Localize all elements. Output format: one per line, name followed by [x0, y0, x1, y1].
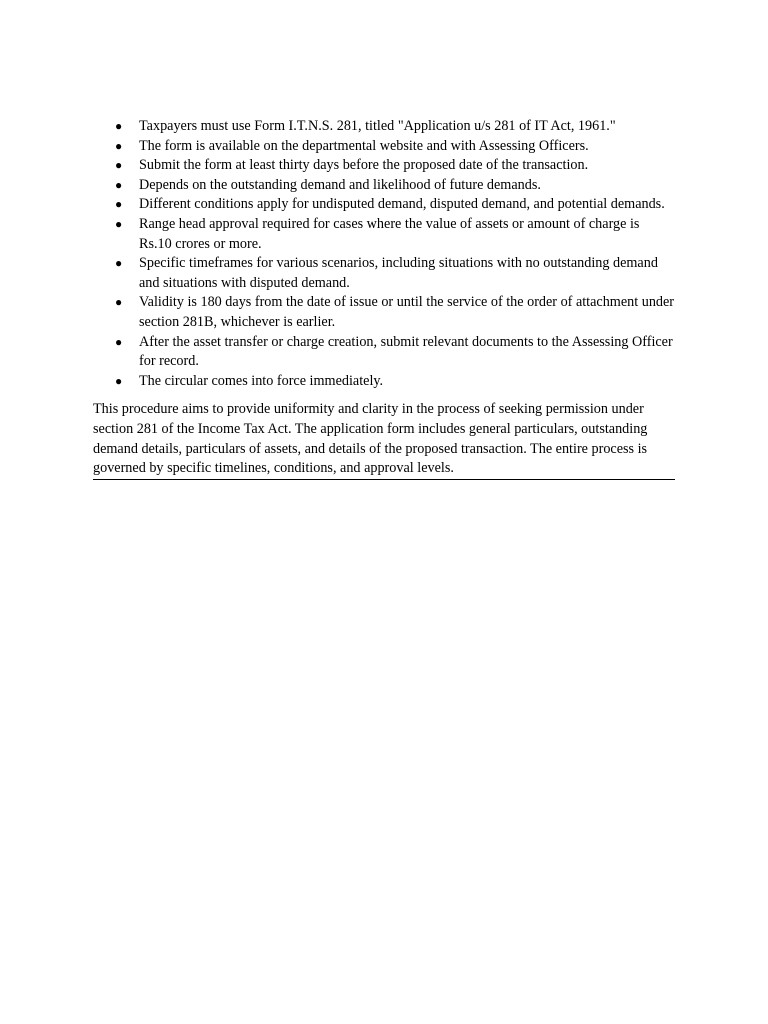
list-item — [93, 195, 675, 215]
bullet-icon: ● — [115, 138, 123, 153]
bullet-icon: ● — [115, 119, 123, 133]
list-item — [93, 137, 675, 157]
list-item — [93, 117, 675, 137]
summary-paragraph: This procedure aims to provide uniformity and clarity in the process of seeking permission under section 281 of the Income Tax Act. The application form includes general particulars, outstanding demand details, particulars of assets, and details of the proposed transaction. The entire process is governed by specific timelines, conditions, and approval levels. — [93, 400, 675, 479]
bullet-icon: ● — [115, 373, 123, 388]
list-item-text: Specific timeframes for various scenarios, including situations with no outstanding demand and situations with disputed demand. — [139, 255, 658, 291]
list-item — [93, 372, 675, 392]
document-page — [93, 117, 675, 480]
list-item-text: Validity is 180 days from the date of issue or until the service of the order of attachment under section 281B, whichever is earlier. — [139, 294, 675, 330]
bullet-icon: ● — [115, 216, 123, 231]
list-item — [93, 215, 675, 254]
list-item — [93, 293, 675, 332]
list-item — [93, 176, 675, 196]
list-item-text: Taxpayers must use Form I.T.N.S. 281, titled "Application u/s 281 of IT Act, 1961." — [139, 118, 616, 134]
list-item-text: The circular comes into force immediately. — [139, 372, 384, 389]
bullet-icon: ● — [115, 334, 123, 349]
list-item — [93, 254, 675, 293]
list-item-text: Range head approval required for cases where the value of assets or amount of charge is Rs.10 crores or more. — [139, 215, 640, 252]
list-item-text: After the asset transfer or charge creation, submit relevant documents to the Assessing Officer for record. — [139, 333, 673, 370]
list-item-text: Submit the form at least thirty days before the proposed date of the transaction. — [139, 157, 589, 174]
bullet-icon: ● — [115, 295, 123, 310]
list-item-text: Different conditions apply for undisputed demand, disputed demand, and potential demands. — [139, 196, 665, 213]
bullet-icon: ● — [115, 256, 123, 271]
bullet-icon: ● — [115, 177, 123, 192]
bullet-icon: ● — [115, 197, 123, 212]
list-item-text: The form is available on the departmental website and with Assessing Officers. — [139, 137, 589, 154]
bullet-icon: ● — [115, 158, 123, 173]
list-item — [93, 156, 675, 176]
bullet-list — [93, 117, 675, 391]
list-item-text: Depends on the outstanding demand and likelihood of future demands. — [139, 176, 541, 193]
list-item — [93, 333, 675, 372]
